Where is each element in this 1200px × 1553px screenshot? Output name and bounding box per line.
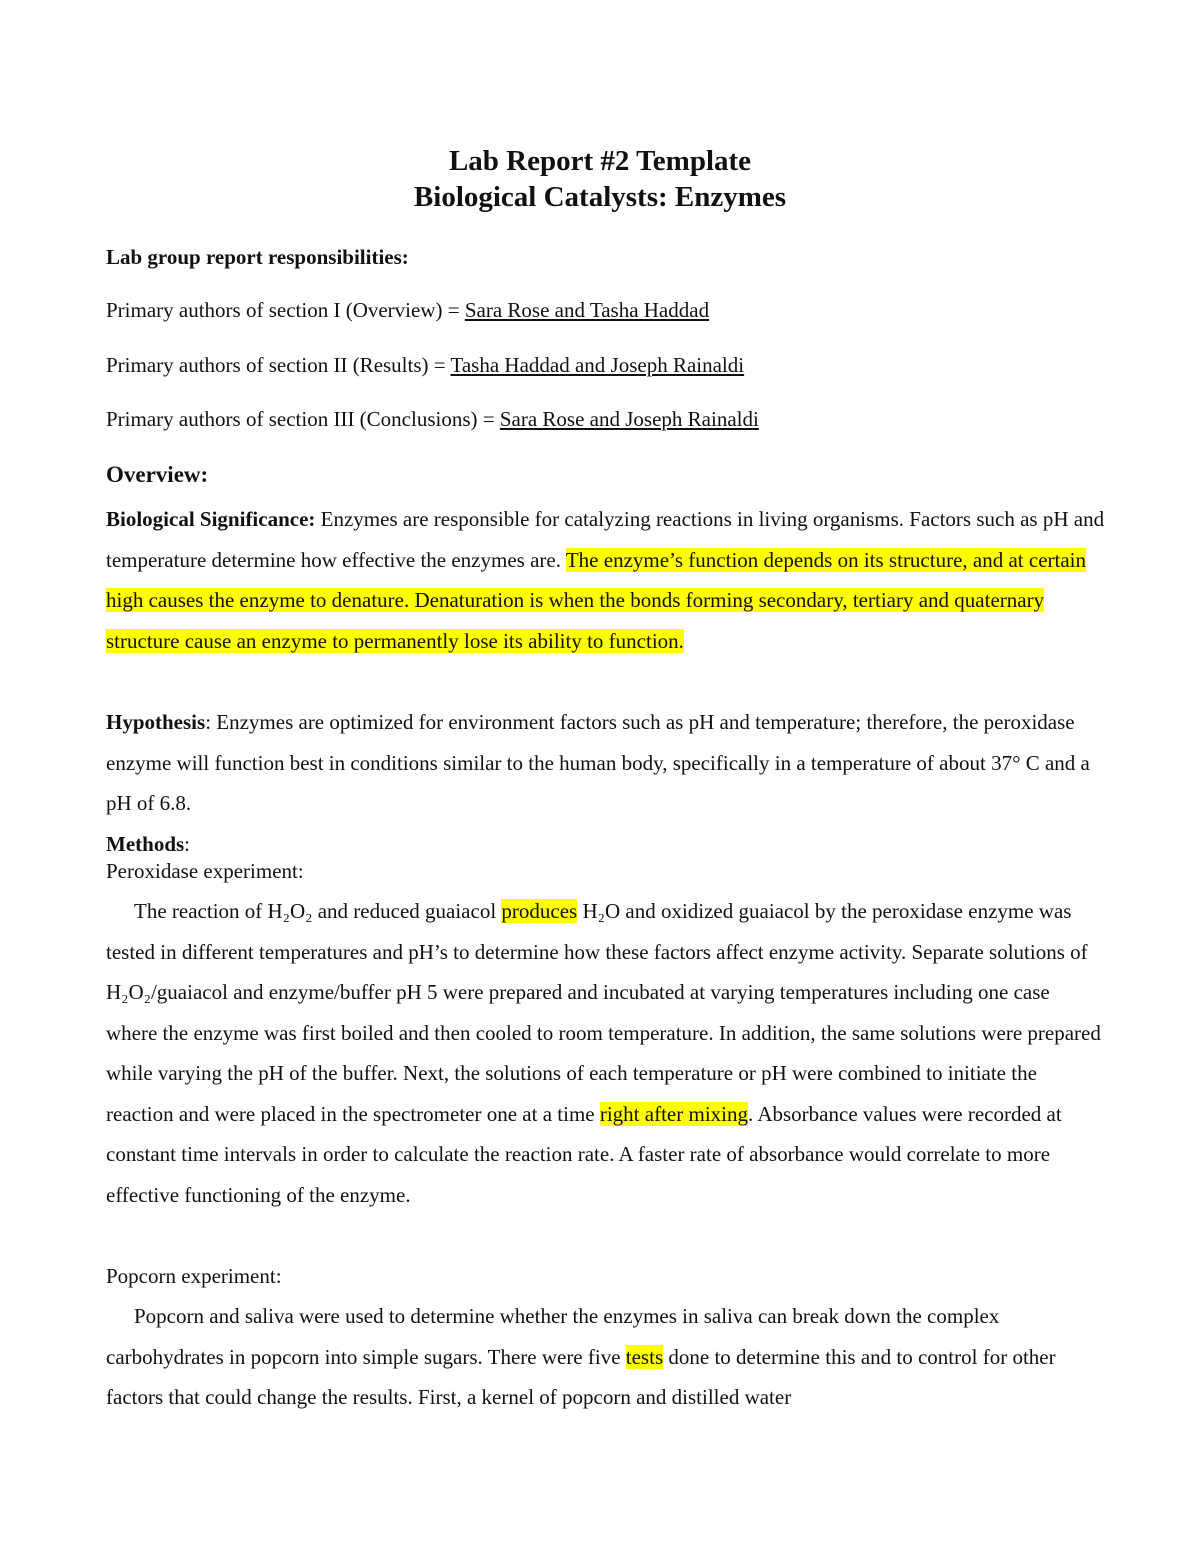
section-2-authors — [106, 350, 1106, 380]
biological-significance-text: Enzymes are responsible for catalyzing reactions in living organisms. Factors such as pH and temperature determine how effective the enzymes are. — [106, 507, 1105, 572]
peroxidase-highlight-mixing: right after mixing — [599, 1101, 748, 1126]
section-3-label: Primary authors of section III (Conclusions) = — [106, 407, 500, 431]
document-title: Lab Report #2 Template — [448, 145, 752, 177]
peroxidase-highlight-produces: produces — [501, 899, 578, 923]
section-3-names: Sara Rose and Joseph Rainaldi — [499, 407, 759, 431]
document-subtitle: Biological Catalysts: Enzymes — [413, 181, 787, 213]
biological-significance-highlight: The enzyme’s function depends on its structure, and at certain high causes the enzyme to denature. Denaturation is when the bonds forming secondary, tertiary and quaternary structure cause an enzyme to permanently lose its ability to function. — [106, 547, 1087, 653]
biological-significance-label: Biological Significance: — [106, 507, 316, 531]
section-2-label: Primary authors of section II (Results) = — [106, 353, 451, 377]
popcorn-experiment-heading: Popcorn experiment: — [106, 1264, 282, 1288]
methods-heading — [106, 830, 1106, 858]
methods-colon: : — [184, 832, 191, 856]
peroxidase-text-3: . Absorbance values were recorded at constant time intervals in order to calculate the reaction rate. A faster rate of absorbance would correlate to more effective functioning of the enzyme. — [106, 1101, 1062, 1207]
methods-label: Methods — [106, 832, 185, 856]
responsibilities-heading: Lab group report responsibilities: — [106, 245, 409, 269]
biological-significance-paragraph — [106, 499, 1106, 661]
peroxidase-text-1: The reaction of H₂O₂ and reduced guaiacol — [134, 899, 502, 923]
peroxidase-paragraph — [106, 891, 1106, 1215]
section-1-names: Sara Rose and Tasha Haddad — [464, 298, 710, 322]
peroxidase-text-2: H₂O and oxidized guaiacol by the peroxidase enzyme was tested in different temperatures and pH’s to determine how these factors affect enzyme activity. Separate solutions of H₂O₂/guaiacol and enzyme/buffer pH 5 were prepared and incubated at varying temperatures including one case where the enzyme was first boiled and then cooled to room temperature. In addition, the same solutions were prepared while varying the pH of the buffer. Next, the solutions of each temperature or pH were combined to initiate the reaction and were placed in the spectrometer one at a time — [106, 899, 1101, 1126]
section-1-label: Primary authors of section I (Overview) = — [106, 298, 465, 322]
popcorn-text-1: Popcorn and saliva were used to determine whether the enzymes in saliva can break down the complex carbohydrates in popcorn into simple sugars. There were five — [106, 1304, 1000, 1369]
section-2-names: Tasha Haddad and Joseph Rainaldi — [450, 353, 745, 377]
section-3-authors — [106, 404, 1106, 434]
hypothesis-text: : Enzymes are optimized for environment factors such as pH and temperature; therefore, the peroxidase enzyme will function best in conditions similar to the human body, specifically in a temperature of about 37° C and a pH of 6.8. — [106, 710, 1090, 815]
peroxidase-experiment-heading: Peroxidase experiment: — [106, 859, 304, 883]
popcorn-highlight-tests: tests — [625, 1344, 664, 1369]
hypothesis-paragraph — [106, 702, 1106, 824]
overview-heading: Overview: — [106, 462, 209, 487]
section-1-authors — [106, 295, 1106, 325]
popcorn-text-2: done to determine this and to control for other factors that could change the results. First, a kernel of popcorn and distilled water — [106, 1344, 1056, 1409]
popcorn-paragraph — [106, 1296, 1106, 1418]
hypothesis-label: Hypothesis — [106, 710, 206, 734]
